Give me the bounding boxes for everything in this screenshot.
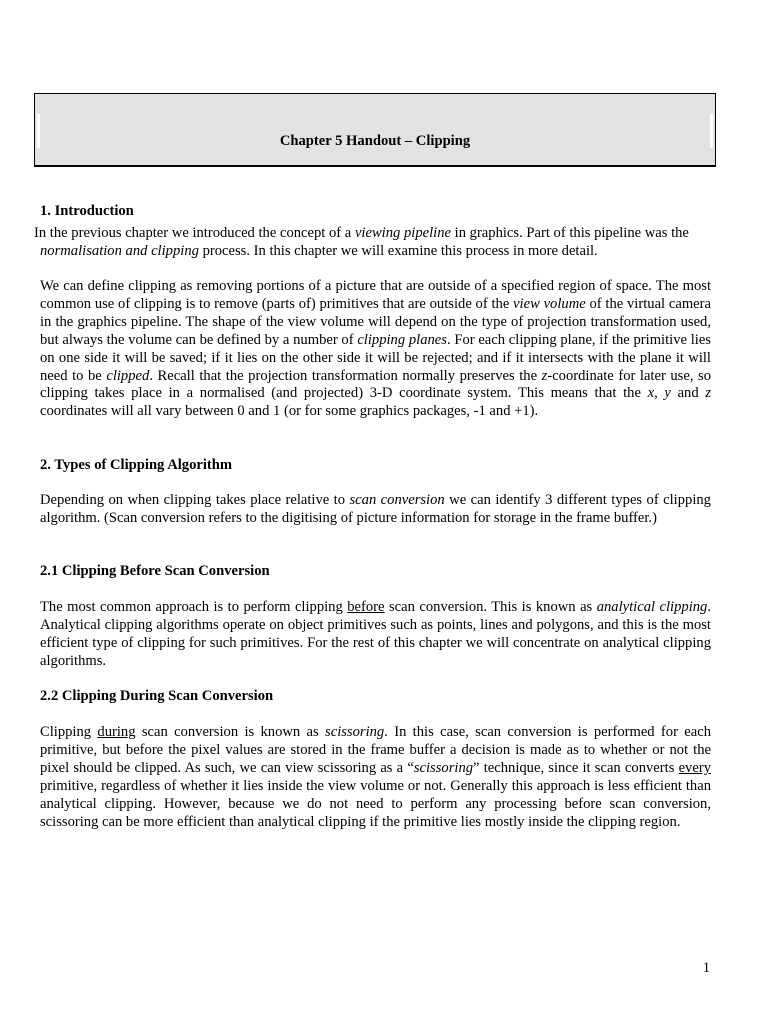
text-span: process. In this chapter we will examine this process in more detail. [198,242,598,259]
text-span: -coordinate for later use, so clipping takes place in a normalised (and projected) 3-D coordinate system. This means that the [40,367,712,402]
emphasis: z [705,385,711,402]
section-1-paragraph-1 [34,225,711,261]
underlined-text: every [678,759,711,776]
text-span: In the previous chapter we introduced the concept of a [34,225,355,241]
text-span: Clipping [40,724,98,740]
title-box [34,93,716,167]
section-2-heading: 2. Types of Clipping Algorithm [40,457,233,473]
emphasis: viewing pipeline [354,225,451,241]
text-span: scan conversion is known as [135,724,326,740]
section-1-heading: 1. Introduction [40,203,134,219]
emphasis: scissoring [413,759,474,776]
page-title: Chapter 5 Handout – Clipping [279,133,471,149]
section-2-1-heading: 2.1 Clipping Before Scan Conversion [40,563,270,579]
page-number: 1 [702,960,710,976]
text-span: We can define clipping as removing portions of a picture that are outside of a specified region of space. The most common use of clipping is to remove (parts of) primitives that are outside of the [40,278,711,312]
emphasis: clipping planes [357,331,447,348]
emphasis: x, y [647,385,671,402]
emphasis: scan conversion [349,492,445,508]
text-span: . Analytical clipping algorithms operate on object primitives such as points, lines and polygons, and this is the most efficient type of clipping for such primitives. For the rest of this chapter we will concentrate on analytical clipping algorithms. [40,599,711,669]
text-span: and [670,385,706,402]
emphasis: scissoring [325,724,385,740]
emphasis: clipped [106,367,150,384]
emphasis: normalisation and clipping [40,242,199,259]
emphasis: view volume [513,295,586,312]
text-span: . Recall that the projection transformation normally preserves the [149,367,542,384]
emphasis: analytical clipping [596,599,708,615]
text-span: in graphics. Part of this pipeline was the [451,225,689,241]
text-span: scan conversion. This is known as [384,599,597,615]
text-span: of the virtual camera in the graphics pipeline. The shape of the view volume will depend on the type of projection transformation used, but always the volume can be defined by a number of [40,295,711,348]
text-span: Depending on when clipping takes place relative to [40,492,350,508]
text-span: coordinates will all vary between 0 and 1 (or for some graphics packages, -1 and +1). [40,403,539,420]
section-1-paragraph-2 [40,278,711,421]
underlined-text: before [347,599,385,615]
text-span: The most common approach is to perform clipping [40,599,348,615]
text-span: . For each clipping plane, if the primitive lies on one side it will be saved; if it lies on the other side it will be rejected; and if it intersects with the plane it will need to be [40,331,711,384]
section-2-2-paragraph-1 [40,724,711,831]
text-span: primitive, regardless of whether it lies inside the view volume or not. Generally this approach is less efficient than analytical clipping. However, because we do not need to perform any processing before scan conversion, scissoring can be more efficient than analytical clipping if the primitive lies mostly inside the clipping region. [40,777,711,830]
text-span: we can identify 3 different types of clipping algorithm. (Scan conversion refers to the digitising of picture information for storage in the frame buffer.) [40,492,711,526]
section-2-paragraph-1 [40,492,711,528]
emphasis: z [541,367,548,384]
text-span: ” technique, since it scan converts [473,759,679,776]
underlined-text: during [97,724,136,740]
section-2-2-heading: 2.2 Clipping During Scan Conversion [40,688,274,704]
section-2-1-paragraph-1 [40,599,711,671]
text-span: . In this case, scan conversion is performed for each primitive, but before the pixel values are stored in the frame buffer a decision is made as to whether or not the pixel should be clipped. As such, we can view scissoring as a “ [40,724,711,776]
